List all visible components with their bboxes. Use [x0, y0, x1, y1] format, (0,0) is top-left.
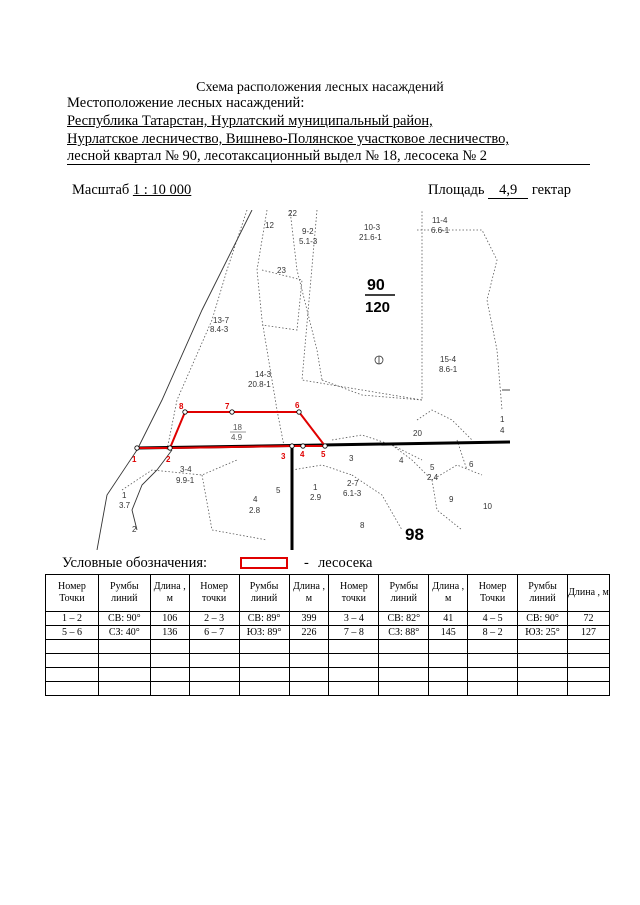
table-cell: 8 – 2 [468, 626, 518, 640]
point-label-3: 3 [281, 452, 286, 461]
point-label-6: 6 [295, 401, 300, 410]
page-title: Схема расположения лесных насаждений [196, 80, 444, 95]
plot-area: 4.9 [231, 433, 243, 442]
points-table [45, 574, 610, 696]
stand-label-num: 3-4 [180, 465, 192, 474]
stand-label-num: 15-4 [440, 355, 457, 364]
stand-label-num: 1 [313, 483, 318, 492]
stand-label-num: 5 [430, 463, 435, 472]
stand-label-sub: 2.4 [427, 473, 439, 482]
table-header: Номер точки [189, 575, 239, 612]
point-marker-4 [301, 444, 305, 448]
table-header: Румбы линий [239, 575, 289, 612]
table-cell: СВ: 90° [98, 612, 150, 626]
table-header: Длина , м [429, 575, 468, 612]
table-cell: 72 [567, 612, 609, 626]
stand-label-num: 6 [469, 460, 474, 469]
table-cell [150, 640, 189, 654]
stand-label-num: 2 [132, 525, 137, 534]
stand-label-sub: 9.9-1 [176, 476, 195, 485]
location-line-1: Республика Татарстан, Нурлатский муниципальный район, [67, 113, 433, 129]
table-cell [567, 668, 609, 682]
table-cell [239, 682, 289, 696]
table-cell [289, 682, 329, 696]
table-cell [289, 668, 329, 682]
stand-label-num: 11-4 [432, 216, 448, 225]
location-line-2: Нурлатское лесничество, Вишнево-Полянское участковое лесничество, [67, 131, 509, 147]
table-cell: 1 – 2 [46, 612, 99, 626]
table-cell [379, 640, 429, 654]
table-cell [98, 682, 150, 696]
table-cell [46, 640, 99, 654]
stand-label-num: 10 [483, 502, 492, 511]
stand-label-num: 20 [413, 429, 422, 438]
stand-label-sub: 5.1-3 [299, 237, 318, 246]
location-rule [67, 164, 590, 165]
table-cell [98, 640, 150, 654]
table-cell [189, 654, 239, 668]
table-row [46, 668, 610, 682]
table-cell: 136 [150, 626, 189, 640]
table-cell [189, 668, 239, 682]
area-label: Площадь [428, 182, 485, 198]
table-cell [98, 668, 150, 682]
table-header: Длина , м [150, 575, 189, 612]
legend-plot-swatch [240, 557, 288, 569]
table-cell [239, 640, 289, 654]
table-cell [289, 640, 329, 654]
table-cell [468, 682, 518, 696]
table-cell [239, 654, 289, 668]
table-cell: СЗ: 88° [379, 626, 429, 640]
stand-label-sub: 2.8 [249, 506, 261, 515]
stand-label-sub: 3.7 [119, 501, 131, 510]
table-cell [567, 640, 609, 654]
point-label-5: 5 [321, 450, 326, 459]
table-cell [379, 682, 429, 696]
table-cell: 41 [429, 612, 468, 626]
legend-label: Условные обозначения: [62, 555, 208, 571]
table-row [46, 612, 610, 626]
table-cell [518, 654, 568, 668]
table-cell: 3 – 4 [329, 612, 379, 626]
stand-label-num: 9-2 [302, 227, 314, 236]
quarter-center-icon [375, 356, 383, 364]
point-marker-1 [135, 446, 139, 450]
table-cell [567, 654, 609, 668]
table-cell [150, 668, 189, 682]
point-label-2: 2 [166, 455, 171, 464]
legend-plot-text: лесосека [318, 555, 373, 571]
table-cell: 2 – 3 [189, 612, 239, 626]
table-cell: ЮЗ: 25° [518, 626, 568, 640]
stand-label-num: 4 [253, 495, 258, 504]
stand-label-sub: 6.1-3 [343, 489, 362, 498]
table-cell: 7 – 8 [329, 626, 379, 640]
stand-label-sub: 8.6-1 [439, 365, 458, 374]
table-header: Номер Точки [468, 575, 518, 612]
table-cell: СВ: 89° [239, 612, 289, 626]
stand-label-sub: 6.6-1 [431, 226, 450, 235]
stand-label-num: 4 [399, 456, 404, 465]
table-row [46, 626, 610, 640]
table-cell [189, 640, 239, 654]
table-header: Длина , м [289, 575, 329, 612]
table-cell [329, 640, 379, 654]
location-line-3: лесной квартал № 90, лесотаксационный выдел № 18, лесосека № 2 [67, 148, 488, 164]
table-cell: СВ: 82° [379, 612, 429, 626]
scale-field [72, 182, 191, 199]
point-marker-3 [290, 444, 294, 448]
table-row [46, 682, 610, 696]
table-cell: 6 – 7 [189, 626, 239, 640]
table-header: Номер точки [329, 575, 379, 612]
stand-label-num: 1 [500, 415, 505, 424]
stand-label-num: 2-7 [347, 479, 359, 488]
point-marker-5 [323, 444, 327, 448]
legend-dash: - [304, 555, 309, 571]
table-cell [329, 682, 379, 696]
stand-label-num: 23 [277, 266, 286, 275]
stand-label-num: 12 [265, 221, 274, 230]
table-row [46, 640, 610, 654]
table-cell: 4 – 5 [468, 612, 518, 626]
point-marker-2 [168, 446, 172, 450]
table-cell [46, 682, 99, 696]
table-cell [329, 668, 379, 682]
table-header: Длина , м [567, 575, 609, 612]
table-cell: 399 [289, 612, 329, 626]
table-cell [98, 654, 150, 668]
point-label-7: 7 [225, 402, 230, 411]
scale-label: Масштаб [72, 182, 130, 198]
forest-map [62, 210, 510, 550]
area-unit: гектар [531, 182, 572, 198]
stand-label-num: 1 [122, 491, 127, 500]
location-label: Местоположение лесных насаждений: [67, 95, 305, 111]
table-cell: 226 [289, 626, 329, 640]
stand-label-num: 9 [449, 495, 454, 504]
table-cell [379, 654, 429, 668]
stand-label-num: 22 [288, 210, 297, 218]
table-cell: ЮЗ: 89° [239, 626, 289, 640]
table-cell [468, 654, 518, 668]
point-label-8: 8 [179, 402, 184, 411]
stand-label-num: 3 [349, 454, 354, 463]
table-cell [518, 668, 568, 682]
stand-label-sub: 2.9 [310, 493, 322, 502]
table-cell: 5 – 6 [46, 626, 99, 640]
table-cell [150, 682, 189, 696]
table-cell [468, 640, 518, 654]
plot-boundary [137, 412, 325, 448]
table-cell: СЗ: 40° [98, 626, 150, 640]
table-cell [429, 682, 468, 696]
table-cell [46, 668, 99, 682]
stand-label-num: 5 [276, 486, 281, 495]
stand-label-num: 10-3 [364, 223, 381, 232]
table-header: Номер Точки [46, 575, 99, 612]
table-cell [429, 640, 468, 654]
stand-label-sub: 20.8-1 [248, 380, 271, 389]
scale-value: 1 : 10 000 [132, 182, 192, 198]
table-cell: 127 [567, 626, 609, 640]
area-field [428, 182, 571, 199]
table-row [46, 654, 610, 668]
stand-label-num: 14-3 [255, 370, 272, 379]
table-cell [468, 668, 518, 682]
stand-label-num: 13-7 [213, 316, 230, 325]
table-cell [518, 682, 568, 696]
point-marker-7 [230, 410, 234, 414]
table-header: Румбы линий [379, 575, 429, 612]
stand-label-num: 8 [360, 521, 365, 530]
quarter-90-area: 120 [365, 299, 391, 316]
point-label-4: 4 [300, 450, 305, 459]
table-cell [518, 640, 568, 654]
table-cell: 106 [150, 612, 189, 626]
quarter-90-number: 90 [367, 277, 385, 294]
plot-number: 18 [233, 423, 242, 432]
point-marker-6 [297, 410, 301, 414]
table-header-row [46, 575, 610, 612]
table-cell [429, 654, 468, 668]
table-cell [329, 654, 379, 668]
stand-boundaries [122, 210, 502, 540]
table-cell: 145 [429, 626, 468, 640]
table-header: Румбы линий [98, 575, 150, 612]
table-cell [429, 668, 468, 682]
table-cell [289, 654, 329, 668]
table-cell: СВ: 90° [518, 612, 568, 626]
table-header: Румбы линий [518, 575, 568, 612]
area-value: 4,9 [488, 183, 528, 199]
stand-label-sub: 8.4-3 [210, 325, 229, 334]
stand-label-sub: 21.6-1 [359, 233, 382, 242]
table-cell [150, 654, 189, 668]
table-cell [239, 668, 289, 682]
point-label-1: 1 [132, 455, 137, 464]
stand-label-sub: 4 [500, 426, 505, 435]
quarter-98-number: 98 [405, 525, 424, 544]
table-cell [46, 654, 99, 668]
table-cell [567, 682, 609, 696]
point-marker-8 [183, 410, 187, 414]
table-cell [379, 668, 429, 682]
table-cell [189, 682, 239, 696]
